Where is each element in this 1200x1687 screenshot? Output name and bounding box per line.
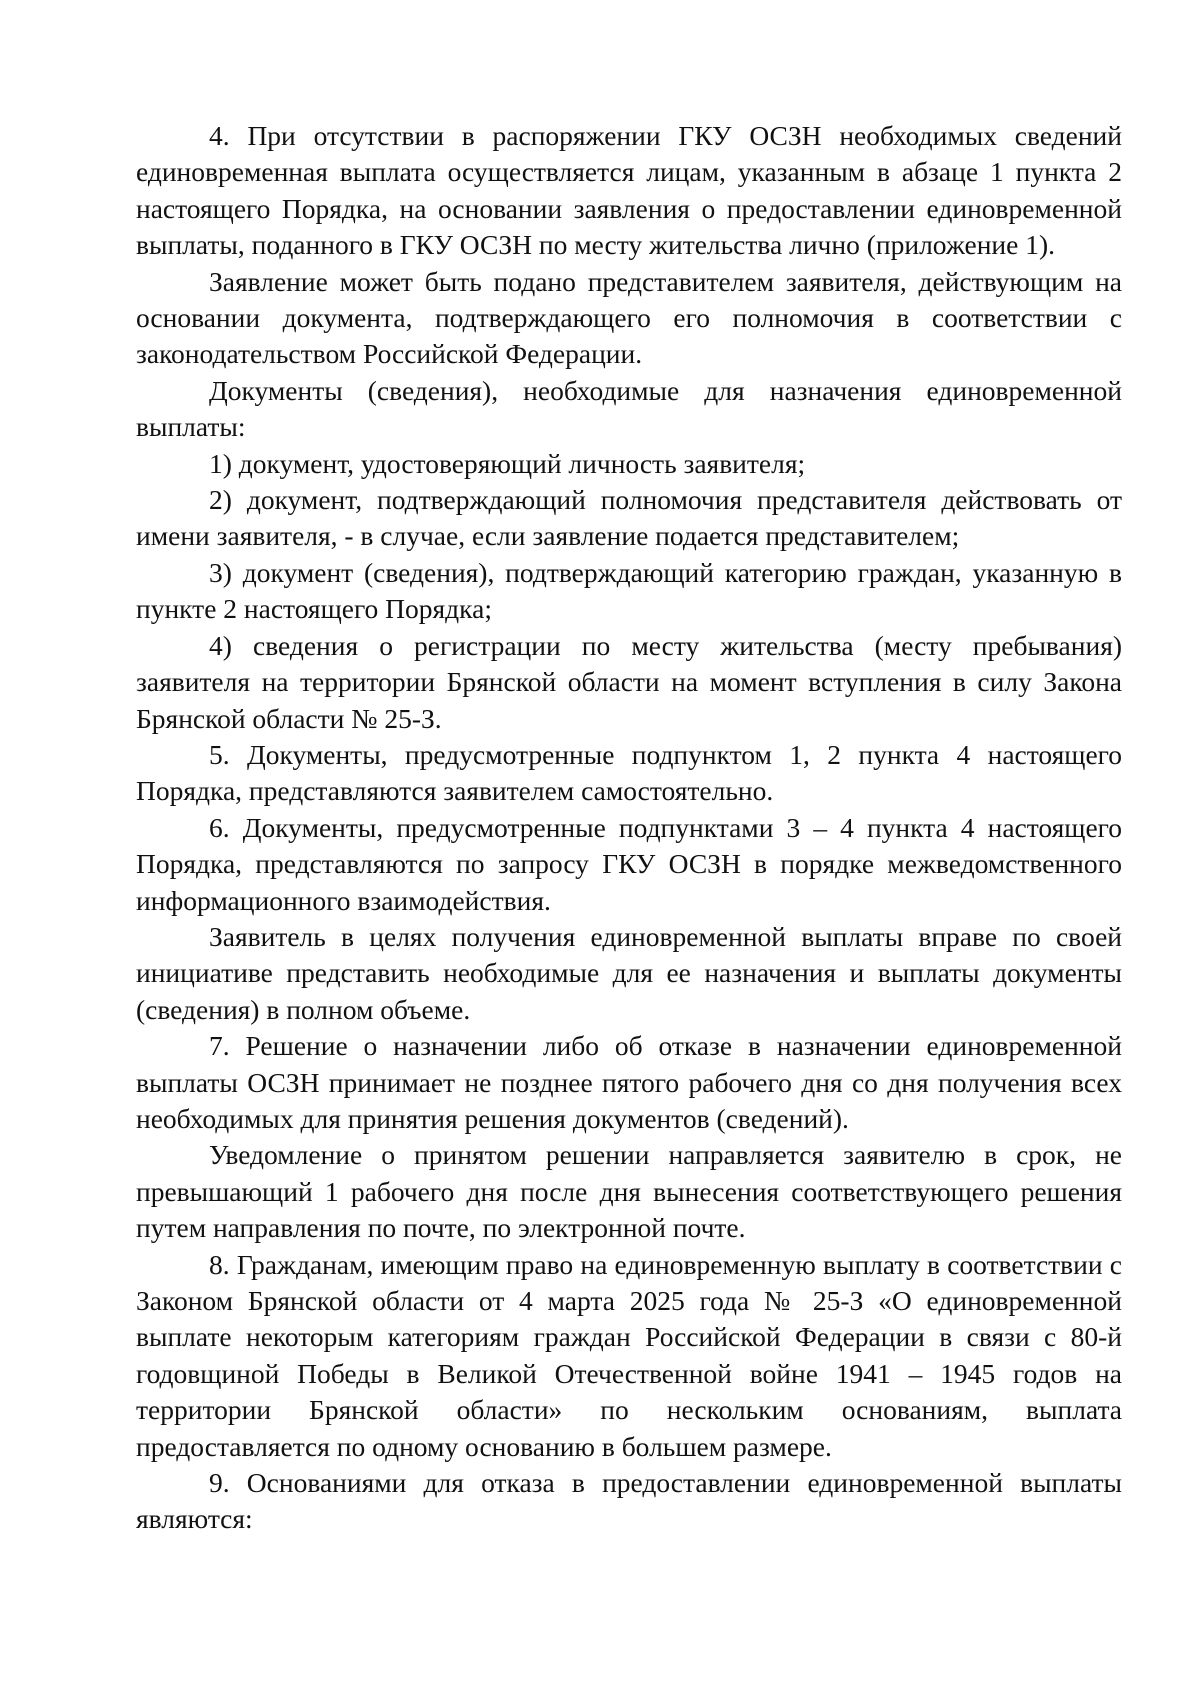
paragraph-5: 5. Документы, предусмотренные подпунктом 1, 2 пункта 4 настоящего Порядка, представляются заявителем самостоятельно. <box>136 738 1122 807</box>
list-item-3: 3) документ (сведения), подтверждающий категорию граждан, указанную в пункте 2 настоящего Порядка; <box>136 556 1122 625</box>
paragraph-6: 6. Документы, предусмотренные подпунктами 3 – 4 пункта 4 настоящего Порядка, представляются по запросу ГКУ ОСЗН в порядке межведомственного информационного взаимодействия. <box>136 811 1122 916</box>
paragraph-application-representative: Заявление может быть подано представителем заявителя, действующим на основании документа, подтверждающего его полномочия в соответствии с законодательством Российской Федерации. <box>136 265 1122 370</box>
paragraph-4: 4. При отсутствии в распоряжении ГКУ ОСЗН необходимых сведений единовременная выплата осуществляется лицам, указанным в абзаце 1 пункта 2 настоящего Порядка, на основании заявления о предоставлении единовременной выплаты, поданного в ГКУ ОСЗН по месту жительства лично (приложение 1). <box>136 120 1122 261</box>
list-item-1: 1) документ, удостоверяющий личность заявителя; <box>209 447 806 479</box>
paragraph-9: 9. Основаниями для отказа в предоставлении единовременной выплаты являются: <box>136 1467 1122 1535</box>
list-item-4: 4) сведения о регистрации по месту жительства (месту пребывания) заявителя на территории Брянской области на момент вступления в силу Закона Брянской области № 25-З. <box>136 629 1122 734</box>
list-item-2: 2) документ, подтверждающий полномочия представителя действовать от имени заявителя, - в случае, если заявление подается представителем; <box>136 484 1122 552</box>
document-body <box>136 118 1122 1538</box>
paragraph-notification: Уведомление о принятом решении направляется заявителю в срок, не превышающий 1 рабочего дня после дня вынесения соответствующего решения путем направления по почте, по электронной почте. <box>136 1139 1122 1244</box>
paragraph-8: 8. Гражданам, имеющим право на единовременную выплату в соответствии с Законом Брянской области от 4 марта 2025 года № 25-З «О единовременной выплате некоторым категориям граждан Российской Федерации в связи с 80-й годовщиной Победы в Великой Отечественной войне 1941 – 1945 годов на территории Брянской области» по нескольким основаниям, выплата предоставляется по одному основанию в большем размере. <box>136 1248 1122 1462</box>
paragraph-own-initiative: Заявитель в целях получения единовременной выплаты вправе по своей инициативе представить необходимые для ее назначения и выплаты документы (сведения) в полном объеме. <box>136 920 1122 1025</box>
paragraph-7: 7. Решение о назначении либо об отказе в назначении единовременной выплаты ОСЗН принимает не позднее пятого рабочего дня со дня получения всех необходимых для принятия решения документов (сведений). <box>136 1030 1122 1134</box>
paragraph-required-documents: Документы (сведения), необходимые для назначения единовременной выплаты: <box>136 374 1122 443</box>
